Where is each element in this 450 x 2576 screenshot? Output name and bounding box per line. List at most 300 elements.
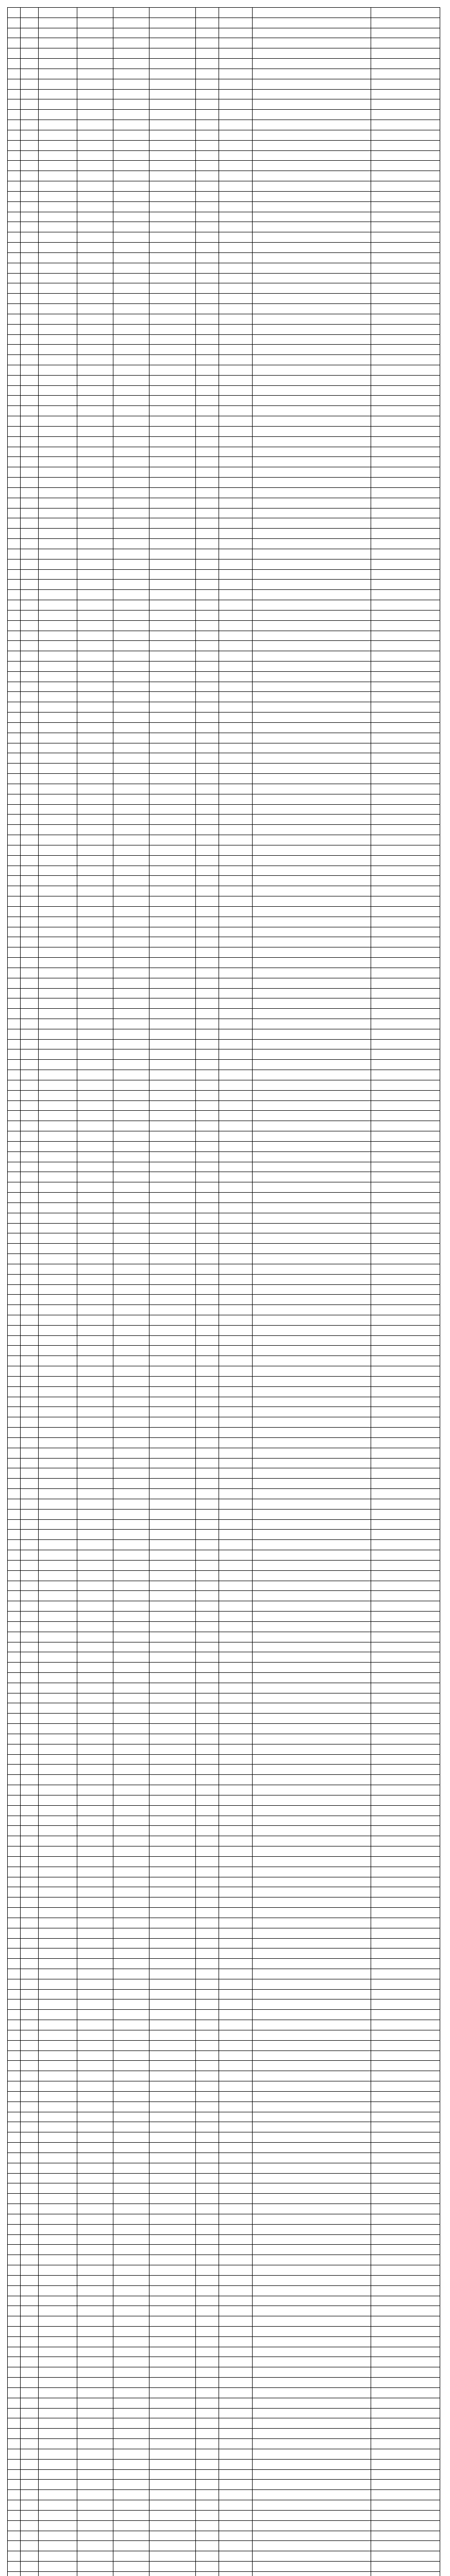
table-cell	[149, 1019, 196, 1029]
table-cell	[39, 8, 77, 18]
table-cell	[196, 600, 219, 611]
table-cell	[253, 1959, 371, 1969]
table-cell	[253, 1141, 371, 1151]
table-cell	[253, 988, 371, 998]
table-cell	[77, 692, 113, 702]
table-cell	[39, 2030, 77, 2040]
table-cell	[196, 1642, 219, 1652]
table-cell	[253, 2214, 371, 2224]
table-cell	[77, 2234, 113, 2245]
table-cell	[77, 304, 113, 314]
table-cell	[8, 2091, 21, 2102]
table-cell	[77, 8, 113, 18]
table-cell	[219, 130, 253, 140]
table-cell	[77, 28, 113, 38]
table-row	[8, 539, 440, 549]
table-cell	[196, 682, 219, 692]
table-cell	[77, 2112, 113, 2122]
table-row	[8, 2562, 440, 2572]
table-cell	[149, 2469, 196, 2480]
table-row	[8, 2357, 440, 2367]
table-cell	[219, 794, 253, 804]
table-cell	[77, 1366, 113, 1377]
table-cell	[77, 99, 113, 110]
table-cell	[39, 2520, 77, 2531]
table-row	[8, 171, 440, 181]
table-row	[8, 1039, 440, 1049]
table-cell	[253, 1663, 371, 1673]
table-cell	[21, 181, 39, 192]
table-cell	[21, 1785, 39, 1795]
table-cell	[371, 2357, 440, 2367]
table-cell	[219, 1601, 253, 1612]
table-cell	[39, 283, 77, 294]
table-cell	[77, 89, 113, 99]
table-cell	[371, 1775, 440, 1785]
table-cell	[149, 1325, 196, 1335]
table-cell	[253, 1386, 371, 1397]
table-cell	[219, 580, 253, 590]
table-cell	[371, 1560, 440, 1570]
table-cell	[371, 876, 440, 886]
table-cell	[219, 1162, 253, 1172]
table-cell	[77, 2531, 113, 2541]
table-cell	[39, 1090, 77, 1100]
table-cell	[113, 937, 149, 947]
table-row	[8, 2245, 440, 2255]
table-cell	[219, 2469, 253, 2480]
table-row	[8, 2163, 440, 2173]
table-cell	[196, 2234, 219, 2245]
table-cell	[113, 1489, 149, 1499]
table-cell	[196, 1765, 219, 1775]
table-cell	[253, 947, 371, 958]
table-cell	[21, 1621, 39, 1632]
table-cell	[8, 1897, 21, 1908]
table-cell	[371, 2531, 440, 2541]
table-cell	[196, 1918, 219, 1928]
table-cell	[39, 1621, 77, 1632]
table-cell	[253, 1213, 371, 1223]
table-cell	[371, 529, 440, 539]
table-cell	[39, 1744, 77, 1754]
table-cell	[39, 375, 77, 385]
table-cell	[8, 1754, 21, 1765]
table-cell	[219, 1172, 253, 1182]
table-cell	[219, 886, 253, 896]
table-cell	[8, 2480, 21, 2490]
table-cell	[253, 1448, 371, 1458]
table-cell	[8, 2061, 21, 2071]
table-cell	[371, 294, 440, 304]
table-row	[8, 252, 440, 263]
table-cell	[21, 845, 39, 855]
table-row	[8, 1703, 440, 1714]
table-cell	[77, 825, 113, 835]
table-cell	[8, 1141, 21, 1151]
table-cell	[77, 1090, 113, 1100]
table-row	[8, 120, 440, 130]
table-cell	[21, 294, 39, 304]
table-cell	[21, 2081, 39, 2092]
table-cell	[196, 1816, 219, 1826]
table-cell	[219, 866, 253, 876]
table-cell	[371, 447, 440, 457]
table-cell	[149, 2480, 196, 2490]
table-cell	[39, 518, 77, 529]
table-cell	[371, 1744, 440, 1754]
table-cell	[253, 2520, 371, 2531]
table-cell	[253, 406, 371, 416]
table-cell	[21, 1193, 39, 1203]
table-cell	[253, 1612, 371, 1622]
table-cell	[8, 529, 21, 539]
table-cell	[371, 436, 440, 447]
table-cell	[8, 2387, 21, 2398]
table-cell	[77, 580, 113, 590]
table-cell	[149, 1244, 196, 1254]
table-cell	[8, 324, 21, 334]
table-cell	[21, 968, 39, 978]
table-cell	[21, 1724, 39, 1734]
table-row	[8, 1121, 440, 1131]
table-cell	[219, 610, 253, 620]
table-cell	[77, 2429, 113, 2439]
table-cell	[149, 1570, 196, 1581]
table-cell	[39, 1948, 77, 1959]
table-cell	[39, 702, 77, 713]
table-cell	[196, 1969, 219, 1979]
table-row	[8, 2265, 440, 2276]
table-cell	[196, 947, 219, 958]
table-cell	[149, 2173, 196, 2183]
table-cell	[253, 2387, 371, 2398]
table-cell	[113, 580, 149, 590]
table-cell	[77, 365, 113, 375]
table-cell	[113, 2459, 149, 2469]
table-cell	[77, 2255, 113, 2265]
table-row	[8, 79, 440, 89]
table-cell	[39, 1663, 77, 1673]
table-cell	[21, 631, 39, 641]
table-cell	[21, 1479, 39, 1489]
table-cell	[21, 1642, 39, 1652]
table-cell	[8, 1959, 21, 1969]
table-cell	[8, 1233, 21, 1244]
table-cell	[8, 396, 21, 406]
table-cell	[196, 1714, 219, 1724]
table-cell	[77, 252, 113, 263]
table-cell	[371, 1090, 440, 1100]
table-cell	[196, 1601, 219, 1612]
table-row	[8, 1305, 440, 1315]
table-cell	[8, 99, 21, 110]
table-cell	[196, 2183, 219, 2194]
table-cell	[8, 1172, 21, 1182]
table-cell	[21, 1693, 39, 1703]
table-cell	[21, 1284, 39, 1295]
table-cell	[149, 1111, 196, 1121]
table-row	[8, 518, 440, 529]
table-cell	[253, 1274, 371, 1284]
table-cell	[149, 1836, 196, 1846]
table-cell	[21, 2040, 39, 2050]
table-cell	[253, 713, 371, 723]
table-cell	[39, 1070, 77, 1080]
table-cell	[253, 447, 371, 457]
table-cell	[113, 171, 149, 181]
table-cell	[371, 212, 440, 222]
table-cell	[21, 2275, 39, 2285]
table-cell	[219, 2071, 253, 2081]
table-cell	[371, 1948, 440, 1959]
table-cell	[8, 2418, 21, 2429]
table-row	[8, 2234, 440, 2245]
table-cell	[39, 764, 77, 774]
table-cell	[219, 1663, 253, 1673]
table-cell	[149, 2367, 196, 2378]
table-cell	[77, 1570, 113, 1581]
table-cell	[149, 2500, 196, 2511]
table-cell	[219, 2112, 253, 2122]
table-cell	[149, 201, 196, 212]
table-cell	[149, 2541, 196, 2551]
table-cell	[21, 508, 39, 518]
table-cell	[371, 855, 440, 866]
table-cell	[21, 1070, 39, 1080]
table-cell	[39, 2459, 77, 2469]
table-cell	[196, 426, 219, 436]
table-cell	[21, 2234, 39, 2245]
table-cell	[149, 1254, 196, 1264]
table-cell	[77, 1795, 113, 1805]
table-cell	[113, 1785, 149, 1795]
table-cell	[77, 1468, 113, 1479]
table-cell	[39, 600, 77, 611]
table-cell	[219, 1141, 253, 1151]
table-cell	[219, 467, 253, 478]
table-cell	[196, 120, 219, 130]
table-cell	[113, 1019, 149, 1029]
table-cell	[196, 345, 219, 355]
table-cell	[196, 968, 219, 978]
table-cell	[77, 1100, 113, 1111]
table-cell	[8, 692, 21, 702]
table-body	[8, 8, 440, 2576]
table-cell	[39, 1867, 77, 1877]
table-cell	[113, 2571, 149, 2576]
table-cell	[39, 59, 77, 69]
table-cell	[371, 2061, 440, 2071]
table-cell	[8, 1335, 21, 1346]
table-cell	[8, 1080, 21, 1090]
table-cell	[77, 1918, 113, 1928]
table-cell	[39, 753, 77, 764]
table-cell	[196, 1376, 219, 1386]
table-cell	[149, 48, 196, 59]
table-cell	[77, 1386, 113, 1397]
table-cell	[253, 1948, 371, 1959]
table-cell	[219, 1775, 253, 1785]
table-row	[8, 1407, 440, 1417]
table-cell	[219, 1795, 253, 1805]
table-cell	[253, 69, 371, 79]
table-cell	[149, 1989, 196, 1999]
table-cell	[219, 28, 253, 38]
table-cell	[219, 314, 253, 324]
table-cell	[39, 2439, 77, 2449]
table-cell	[219, 99, 253, 110]
table-cell	[8, 2510, 21, 2520]
table-cell	[371, 784, 440, 794]
table-cell	[8, 1121, 21, 1131]
table-cell	[77, 1591, 113, 1601]
table-cell	[21, 1346, 39, 1356]
table-cell	[8, 1795, 21, 1805]
table-cell	[371, 692, 440, 702]
table-cell	[8, 2429, 21, 2439]
table-cell	[21, 2194, 39, 2204]
table-cell	[149, 487, 196, 498]
table-cell	[39, 722, 77, 733]
table-cell	[219, 1202, 253, 1213]
table-cell	[219, 2030, 253, 2040]
table-cell	[8, 937, 21, 947]
table-cell	[253, 79, 371, 89]
table-cell	[371, 958, 440, 968]
table-cell	[39, 2132, 77, 2143]
table-row	[8, 406, 440, 416]
table-cell	[149, 518, 196, 529]
table-cell	[253, 2500, 371, 2511]
table-cell	[219, 1305, 253, 1315]
table-cell	[21, 1663, 39, 1673]
table-cell	[21, 396, 39, 406]
table-cell	[39, 2081, 77, 2092]
table-cell	[113, 549, 149, 559]
table-cell	[371, 1969, 440, 1979]
table-cell	[219, 2449, 253, 2459]
table-cell	[149, 917, 196, 927]
table-cell	[149, 1867, 196, 1877]
table-cell	[113, 978, 149, 988]
table-row	[8, 988, 440, 998]
table-cell	[8, 2541, 21, 2551]
table-cell	[113, 1141, 149, 1151]
table-cell	[219, 2173, 253, 2183]
table-cell	[77, 263, 113, 273]
table-cell	[39, 794, 77, 804]
table-cell	[253, 610, 371, 620]
table-cell	[113, 2275, 149, 2285]
table-cell	[77, 1121, 113, 1131]
table-cell	[149, 1550, 196, 1561]
table-cell	[113, 2439, 149, 2449]
table-cell	[371, 774, 440, 784]
table-cell	[371, 2347, 440, 2357]
table-cell	[253, 1816, 371, 1826]
table-cell	[371, 559, 440, 569]
table-row	[8, 28, 440, 38]
table-row	[8, 2326, 440, 2336]
table-cell	[39, 1805, 77, 1816]
table-cell	[8, 1816, 21, 1826]
table-cell	[219, 804, 253, 815]
table-cell	[39, 1693, 77, 1703]
table-cell	[39, 774, 77, 784]
table-cell	[113, 467, 149, 478]
table-cell	[21, 1315, 39, 1326]
table-cell	[149, 447, 196, 457]
table-row	[8, 1182, 440, 1193]
table-cell	[8, 2520, 21, 2531]
table-cell	[113, 2367, 149, 2378]
table-cell	[253, 263, 371, 273]
table-cell	[39, 998, 77, 1009]
table-cell	[196, 835, 219, 845]
table-cell	[196, 1856, 219, 1867]
table-cell	[149, 1417, 196, 1428]
table-cell	[371, 1581, 440, 1591]
table-cell	[39, 1111, 77, 1121]
table-cell	[371, 1499, 440, 1509]
table-cell	[113, 590, 149, 600]
table-cell	[196, 2408, 219, 2418]
table-cell	[77, 1775, 113, 1785]
table-cell	[8, 457, 21, 467]
table-cell	[77, 222, 113, 232]
table-cell	[196, 1315, 219, 1326]
table-cell	[39, 365, 77, 375]
table-cell	[149, 273, 196, 283]
table-cell	[149, 784, 196, 794]
table-row	[8, 1509, 440, 1519]
table-row	[8, 620, 440, 631]
table-cell	[77, 1989, 113, 1999]
table-cell	[196, 2112, 219, 2122]
table-cell	[39, 1295, 77, 1305]
table-cell	[149, 2326, 196, 2336]
table-cell	[196, 866, 219, 876]
table-cell	[253, 2408, 371, 2418]
table-cell	[113, 447, 149, 457]
table-cell	[113, 1744, 149, 1754]
table-cell	[77, 1928, 113, 1938]
table-cell	[371, 1162, 440, 1172]
table-row	[8, 1111, 440, 1121]
table-cell	[219, 1111, 253, 1121]
table-cell	[21, 702, 39, 713]
table-cell	[113, 1264, 149, 1274]
table-cell	[113, 947, 149, 958]
table-cell	[196, 896, 219, 907]
table-cell	[219, 815, 253, 825]
table-cell	[371, 345, 440, 355]
table-cell	[113, 2010, 149, 2020]
table-cell	[39, 79, 77, 89]
table-cell	[219, 1295, 253, 1305]
table-cell	[196, 1131, 219, 1142]
table-cell	[219, 1938, 253, 1948]
table-cell	[253, 518, 371, 529]
table-cell	[8, 610, 21, 620]
table-cell	[113, 365, 149, 375]
table-cell	[113, 1683, 149, 1693]
table-cell	[219, 1744, 253, 1754]
table-cell	[149, 2234, 196, 2245]
table-row	[8, 1775, 440, 1785]
table-cell	[8, 1775, 21, 1785]
